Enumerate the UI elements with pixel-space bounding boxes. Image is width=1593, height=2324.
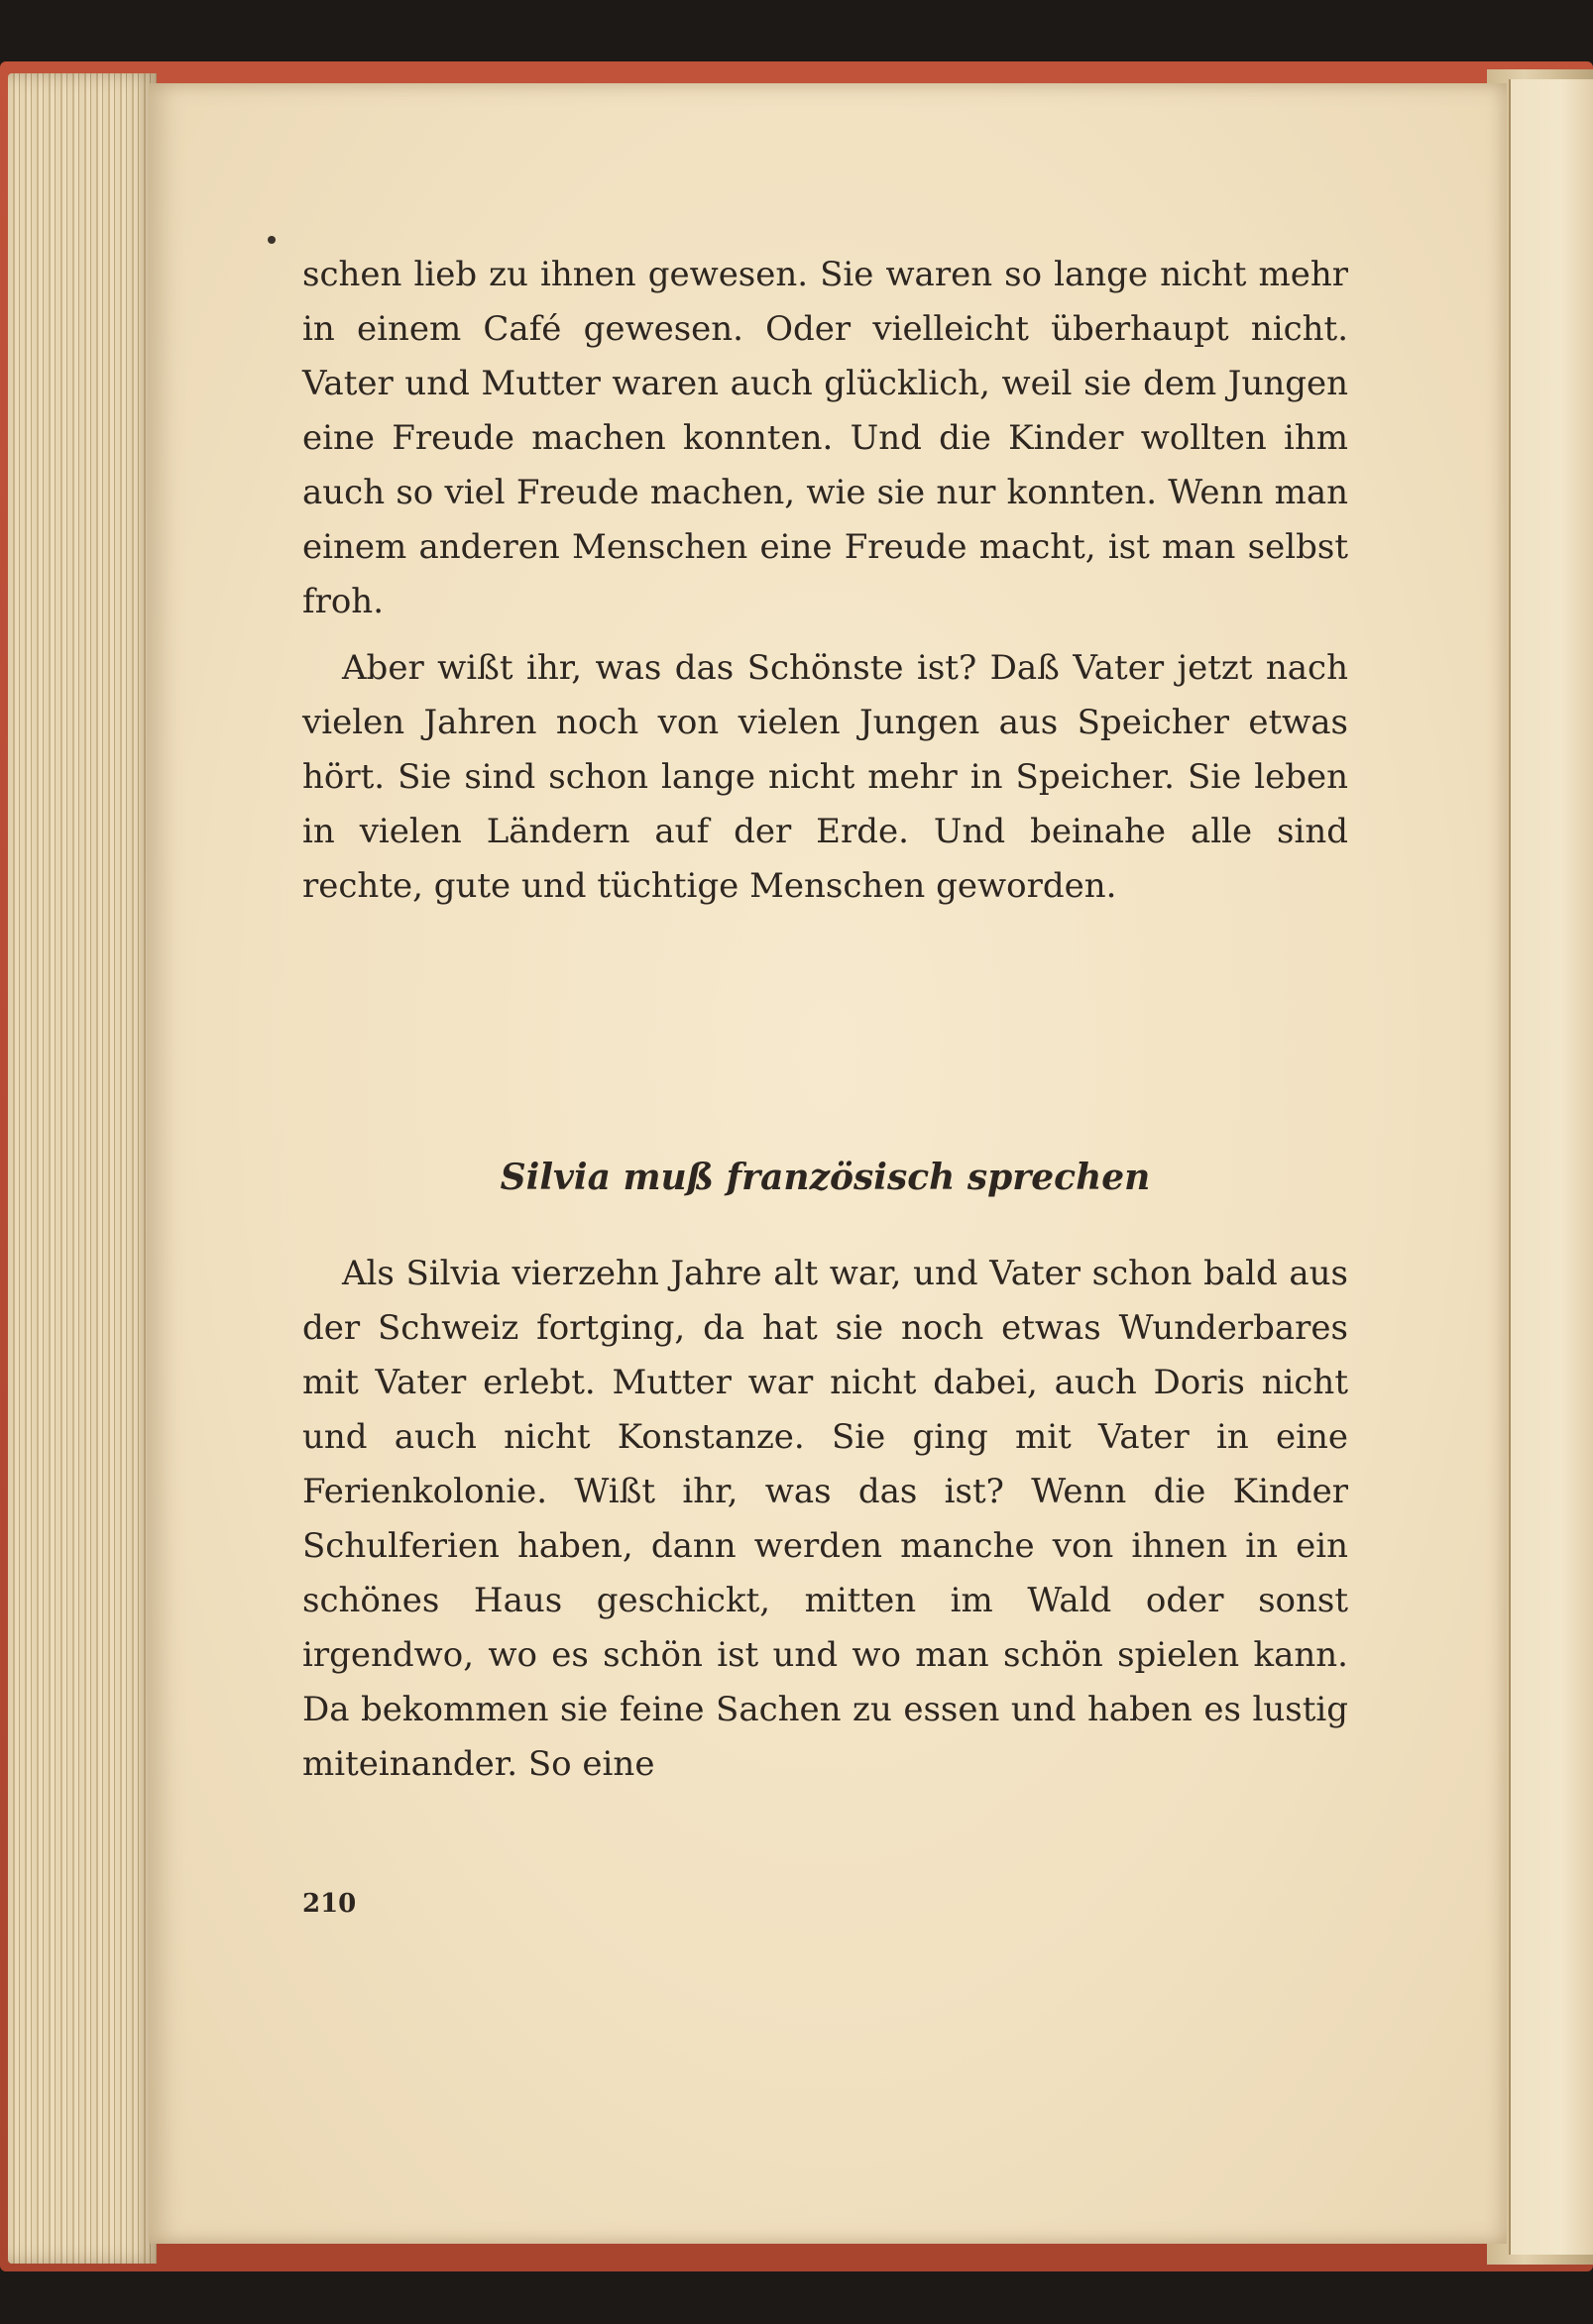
margin-mark	[268, 236, 276, 244]
next-page-strip	[1509, 79, 1593, 2255]
paragraph-continued: schen lieb zu ihnen gewesen. Sie waren so lange nicht mehr in einem Café gewesen. Oder vielleicht überhaupt nicht. Vater und Mutter waren auch glücklich, weil sie dem Jungen eine Freude machen konnten. Und die Kinder wollten ihm auch so viel Freude machen, wie sie nur konnten. Wenn man einem anderen Menschen eine Freude macht, ist man selbst froh.	[302, 255, 1348, 621]
stacked-page-edges	[8, 73, 157, 2264]
paragraph: Aber wißt ihr, was das Schönste ist? Daß Vater jetzt nach vielen Jahren noch von vielen Jungen aus Speicher etwas hört. Sie sind schon lange nicht mehr in Speicher. Sie leben in vielen Ländern auf der Erde. Und beinahe alle sind rechte, gute und tüchtige Menschen geworden.	[302, 648, 1348, 906]
text-block-bottom	[302, 1247, 1348, 1792]
section-heading: Silvia muß französisch sprechen	[500, 1157, 1151, 1198]
page-number: 210	[302, 1889, 357, 1919]
text-block-top	[302, 248, 1348, 914]
paragraph: Als Silvia vierzehn Jahre alt war, und Vater schon bald aus der Schweiz fortging, da hat sie noch etwas Wunderbares mit Vater erlebt. Mutter war nicht dabei, auch Doris nicht und auch nicht Konstanze. Sie ging mit Vater in eine Ferienkolonie. Wißt ihr, was das ist? Wenn die Kinder Schulferien haben, dann werden manche von ihnen in ein schönes Haus geschickt, mitten im Wald oder sonst irgendwo, wo es schön ist und wo man schön spielen kann. Da bekommen sie feine Sachen zu essen und haben es lustig miteinander. So eine	[302, 1254, 1348, 1784]
